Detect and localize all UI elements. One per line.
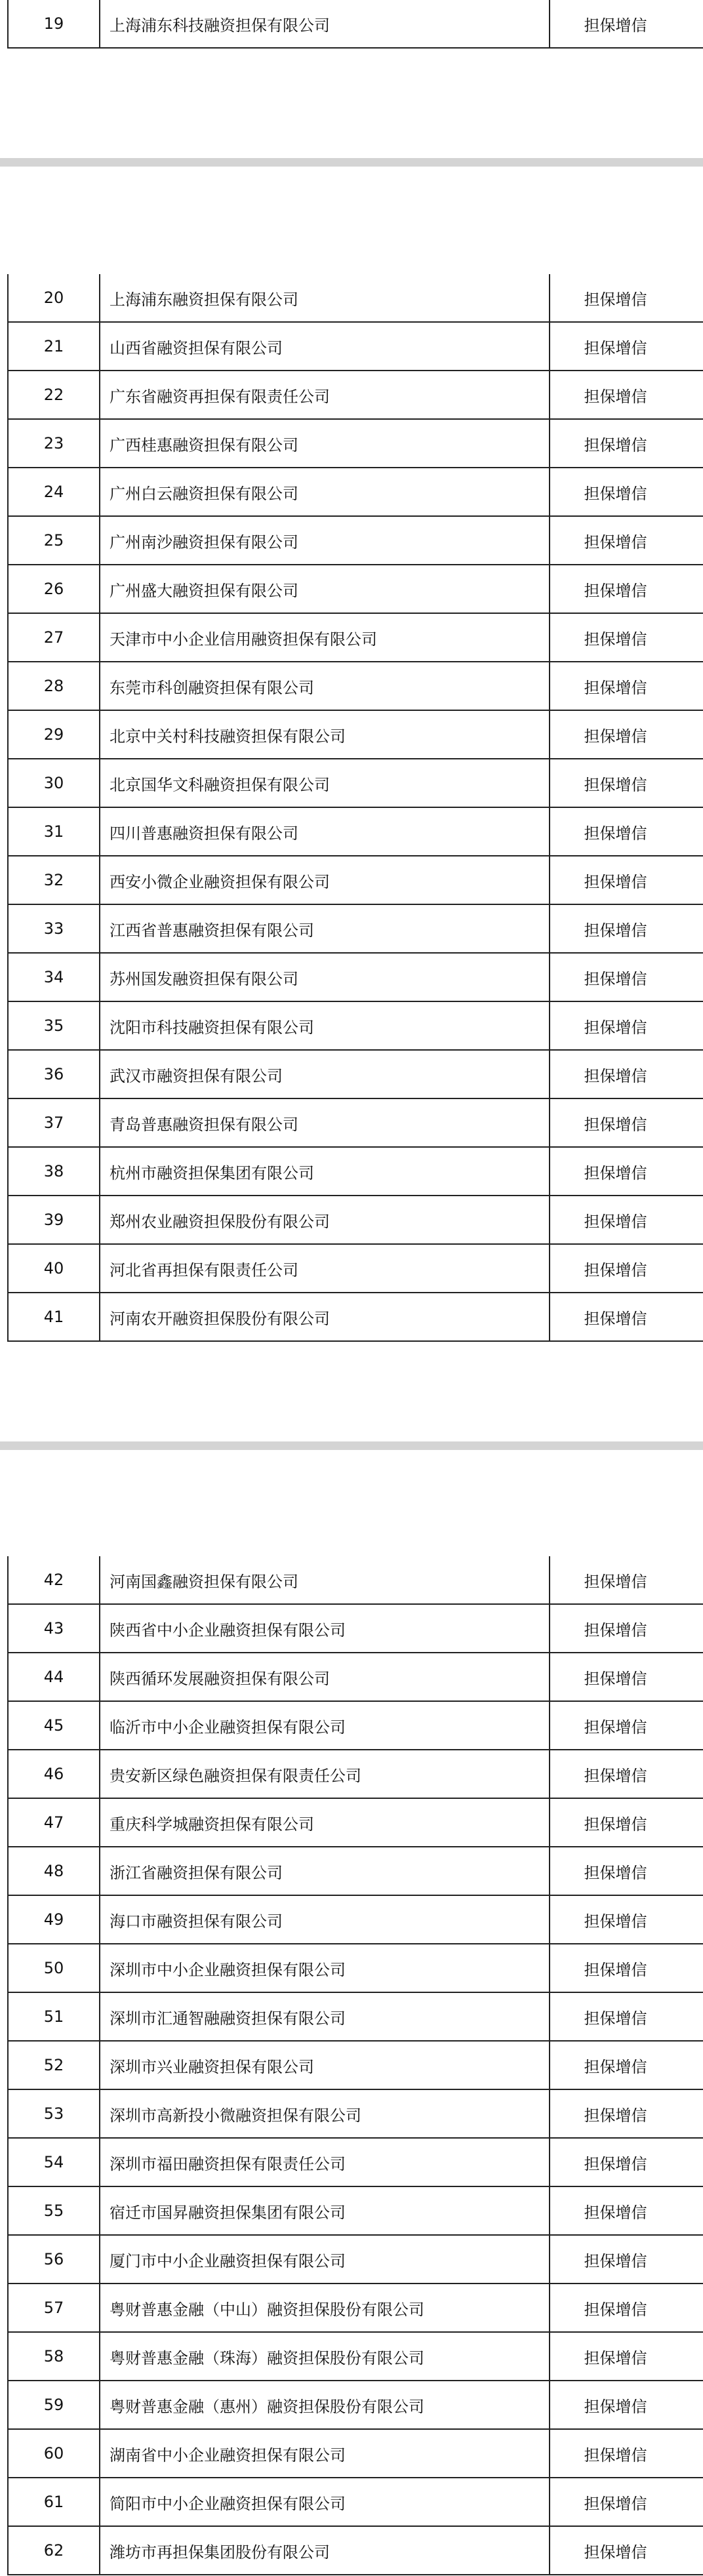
institution-name: 北京中关村科技融资担保有限公司 xyxy=(100,710,550,759)
institution-name: 广东省融资再担保有限责任公司 xyxy=(100,371,550,419)
table-row xyxy=(8,0,703,48)
business-type: 担保增信 xyxy=(550,0,703,48)
institution-name: 西安小微企业融资担保有限公司 xyxy=(100,856,550,904)
table-row xyxy=(8,1244,703,1293)
table-row xyxy=(8,2041,703,2089)
table-row xyxy=(8,2186,703,2235)
institution-table xyxy=(7,1556,703,2575)
institution-name: 上海浦东融资担保有限公司 xyxy=(100,274,550,322)
business-type: 担保增信 xyxy=(550,2381,703,2429)
table-row xyxy=(8,759,703,807)
table-row xyxy=(8,1653,703,1701)
institution-name: 郑州农业融资担保股份有限公司 xyxy=(100,1196,550,1244)
row-number: 48 xyxy=(8,1847,100,1895)
table-row xyxy=(8,274,703,322)
table-row xyxy=(8,1604,703,1653)
table-page xyxy=(0,1556,703,2576)
table-row xyxy=(8,2381,703,2429)
row-number: 30 xyxy=(8,759,100,807)
table-row xyxy=(8,2526,703,2575)
business-type: 担保增信 xyxy=(550,759,703,807)
row-number: 35 xyxy=(8,1001,100,1050)
table-row xyxy=(8,856,703,904)
institution-name: 山西省融资担保有限公司 xyxy=(100,322,550,371)
institution-name: 潍坊市再担保集团股份有限公司 xyxy=(100,2526,550,2575)
table-row xyxy=(8,1750,703,1798)
table-row xyxy=(8,1293,703,1341)
business-type: 担保增信 xyxy=(550,2235,703,2284)
row-number: 58 xyxy=(8,2332,100,2381)
business-type: 担保增信 xyxy=(550,613,703,662)
table-row xyxy=(8,1050,703,1098)
table-row xyxy=(8,468,703,516)
business-type: 担保增信 xyxy=(550,2478,703,2526)
row-number: 47 xyxy=(8,1798,100,1847)
institution-name: 东莞市科创融资担保有限公司 xyxy=(100,662,550,710)
business-type: 担保增信 xyxy=(550,1098,703,1147)
row-number: 33 xyxy=(8,904,100,953)
row-number: 39 xyxy=(8,1196,100,1244)
row-number: 42 xyxy=(8,1556,100,1604)
table-row xyxy=(8,419,703,468)
table-row xyxy=(8,807,703,856)
table-row xyxy=(8,1196,703,1244)
row-number: 23 xyxy=(8,419,100,468)
institution-name: 杭州市融资担保集团有限公司 xyxy=(100,1147,550,1196)
table-row xyxy=(8,1701,703,1750)
row-number: 36 xyxy=(8,1050,100,1098)
table-row xyxy=(8,662,703,710)
table-row xyxy=(8,565,703,613)
table-page xyxy=(0,0,703,51)
row-number: 24 xyxy=(8,468,100,516)
institution-name: 江西省普惠融资担保有限公司 xyxy=(100,904,550,953)
institution-name: 广西桂惠融资担保有限公司 xyxy=(100,419,550,468)
table-row xyxy=(8,1147,703,1196)
institution-name: 深圳市汇通智融融资担保有限公司 xyxy=(100,1992,550,2041)
institution-name: 贵安新区绿色融资担保有限责任公司 xyxy=(100,1750,550,1798)
row-number: 28 xyxy=(8,662,100,710)
business-type: 担保增信 xyxy=(550,1701,703,1750)
business-type: 担保增信 xyxy=(550,856,703,904)
row-number: 49 xyxy=(8,1895,100,1944)
business-type: 担保增信 xyxy=(550,1944,703,1992)
institution-name: 浙江省融资担保有限公司 xyxy=(100,1847,550,1895)
business-type: 担保增信 xyxy=(550,1050,703,1098)
row-number: 25 xyxy=(8,516,100,565)
table-row xyxy=(8,2089,703,2138)
table-row xyxy=(8,2478,703,2526)
table-row xyxy=(8,710,703,759)
row-number: 59 xyxy=(8,2381,100,2429)
page-divider xyxy=(0,1441,703,1450)
table-row xyxy=(8,904,703,953)
business-type: 担保增信 xyxy=(550,1750,703,1798)
business-type: 担保增信 xyxy=(550,953,703,1001)
institution-name: 四川普惠融资担保有限公司 xyxy=(100,807,550,856)
institution-name: 陕西省中小企业融资担保有限公司 xyxy=(100,1604,550,1653)
institution-table xyxy=(7,274,703,1342)
institution-name: 宿迁市国昇融资担保集团有限公司 xyxy=(100,2186,550,2235)
institution-name: 湖南省中小企业融资担保有限公司 xyxy=(100,2429,550,2478)
institution-name: 天津市中小企业信用融资担保有限公司 xyxy=(100,613,550,662)
institution-name: 青岛普惠融资担保有限公司 xyxy=(100,1098,550,1147)
business-type: 担保增信 xyxy=(550,904,703,953)
business-type: 担保增信 xyxy=(550,1001,703,1050)
institution-table xyxy=(7,0,703,49)
business-type: 担保增信 xyxy=(550,1847,703,1895)
table-row xyxy=(8,1098,703,1147)
table-row xyxy=(8,1556,703,1604)
row-number: 34 xyxy=(8,953,100,1001)
table-row xyxy=(8,613,703,662)
row-number: 32 xyxy=(8,856,100,904)
table-row xyxy=(8,1001,703,1050)
table-row xyxy=(8,2235,703,2284)
business-type: 担保增信 xyxy=(550,2332,703,2381)
business-type: 担保增信 xyxy=(550,516,703,565)
institution-name: 上海浦东科技融资担保有限公司 xyxy=(100,0,550,48)
institution-name: 苏州国发融资担保有限公司 xyxy=(100,953,550,1001)
row-number: 53 xyxy=(8,2089,100,2138)
business-type: 担保增信 xyxy=(550,1147,703,1196)
business-type: 担保增信 xyxy=(550,1798,703,1847)
table-row xyxy=(8,2284,703,2332)
business-type: 担保增信 xyxy=(550,710,703,759)
institution-name: 深圳市兴业融资担保有限公司 xyxy=(100,2041,550,2089)
institution-name: 深圳市中小企业融资担保有限公司 xyxy=(100,1944,550,1992)
table-row xyxy=(8,371,703,419)
table-row xyxy=(8,1895,703,1944)
business-type: 担保增信 xyxy=(550,1293,703,1341)
row-number: 55 xyxy=(8,2186,100,2235)
institution-name: 河南国鑫融资担保有限公司 xyxy=(100,1556,550,1604)
institution-name: 深圳市福田融资担保有限责任公司 xyxy=(100,2138,550,2186)
institution-name: 广州盛大融资担保有限公司 xyxy=(100,565,550,613)
row-number: 29 xyxy=(8,710,100,759)
institution-name: 临沂市中小企业融资担保有限公司 xyxy=(100,1701,550,1750)
business-type: 担保增信 xyxy=(550,274,703,322)
page-divider xyxy=(0,158,703,167)
business-type: 担保增信 xyxy=(550,468,703,516)
institution-name: 北京国华文科融资担保有限公司 xyxy=(100,759,550,807)
institution-name: 简阳市中小企业融资担保有限公司 xyxy=(100,2478,550,2526)
business-type: 担保增信 xyxy=(550,1895,703,1944)
business-type: 担保增信 xyxy=(550,1556,703,1604)
institution-name: 重庆科学城融资担保有限公司 xyxy=(100,1798,550,1847)
row-number: 38 xyxy=(8,1147,100,1196)
institution-name: 沈阳市科技融资担保有限公司 xyxy=(100,1001,550,1050)
institution-name: 厦门市中小企业融资担保有限公司 xyxy=(100,2235,550,2284)
row-number: 60 xyxy=(8,2429,100,2478)
business-type: 担保增信 xyxy=(550,807,703,856)
row-number: 41 xyxy=(8,1293,100,1341)
institution-name: 粤财普惠金融（珠海）融资担保股份有限公司 xyxy=(100,2332,550,2381)
institution-name: 河北省再担保有限责任公司 xyxy=(100,1244,550,1293)
row-number: 46 xyxy=(8,1750,100,1798)
row-number: 31 xyxy=(8,807,100,856)
table-row xyxy=(8,953,703,1001)
table-row xyxy=(8,1992,703,2041)
business-type: 担保增信 xyxy=(550,2284,703,2332)
institution-name: 河南农开融资担保股份有限公司 xyxy=(100,1293,550,1341)
row-number: 26 xyxy=(8,565,100,613)
business-type: 担保增信 xyxy=(550,1992,703,2041)
business-type: 担保增信 xyxy=(550,2186,703,2235)
row-number: 51 xyxy=(8,1992,100,2041)
business-type: 担保增信 xyxy=(550,2089,703,2138)
table-row xyxy=(8,1798,703,1847)
business-type: 担保增信 xyxy=(550,1244,703,1293)
row-number: 44 xyxy=(8,1653,100,1701)
institution-name: 广州白云融资担保有限公司 xyxy=(100,468,550,516)
row-number: 40 xyxy=(8,1244,100,1293)
institution-name: 广州南沙融资担保有限公司 xyxy=(100,516,550,565)
business-type: 担保增信 xyxy=(550,2041,703,2089)
row-number: 22 xyxy=(8,371,100,419)
business-type: 担保增信 xyxy=(550,1604,703,1653)
table-row xyxy=(8,2332,703,2381)
table-row xyxy=(8,2429,703,2478)
business-type: 担保增信 xyxy=(550,2429,703,2478)
business-type: 担保增信 xyxy=(550,322,703,371)
business-type: 担保增信 xyxy=(550,565,703,613)
institution-name: 陕西循环发展融资担保有限公司 xyxy=(100,1653,550,1701)
row-number: 57 xyxy=(8,2284,100,2332)
row-number: 43 xyxy=(8,1604,100,1653)
business-type: 担保增信 xyxy=(550,2526,703,2575)
institution-name: 海口市融资担保有限公司 xyxy=(100,1895,550,1944)
row-number: 50 xyxy=(8,1944,100,1992)
institution-name: 粤财普惠金融（惠州）融资担保股份有限公司 xyxy=(100,2381,550,2429)
institution-name: 深圳市高新投小微融资担保有限公司 xyxy=(100,2089,550,2138)
row-number: 62 xyxy=(8,2526,100,2575)
institution-name: 武汉市融资担保有限公司 xyxy=(100,1050,550,1098)
row-number: 21 xyxy=(8,322,100,371)
table-row xyxy=(8,1847,703,1895)
table-row xyxy=(8,516,703,565)
business-type: 担保增信 xyxy=(550,419,703,468)
row-number: 45 xyxy=(8,1701,100,1750)
table-row xyxy=(8,322,703,371)
row-number: 37 xyxy=(8,1098,100,1147)
row-number: 54 xyxy=(8,2138,100,2186)
table-page xyxy=(0,274,703,1331)
row-number: 19 xyxy=(8,0,100,48)
table-row xyxy=(8,1944,703,1992)
business-type: 担保增信 xyxy=(550,1653,703,1701)
row-number: 20 xyxy=(8,274,100,322)
business-type: 担保增信 xyxy=(550,2138,703,2186)
row-number: 52 xyxy=(8,2041,100,2089)
business-type: 担保增信 xyxy=(550,371,703,419)
row-number: 61 xyxy=(8,2478,100,2526)
business-type: 担保增信 xyxy=(550,662,703,710)
row-number: 56 xyxy=(8,2235,100,2284)
institution-name: 粤财普惠金融（中山）融资担保股份有限公司 xyxy=(100,2284,550,2332)
row-number: 27 xyxy=(8,613,100,662)
table-row xyxy=(8,2138,703,2186)
business-type: 担保增信 xyxy=(550,1196,703,1244)
